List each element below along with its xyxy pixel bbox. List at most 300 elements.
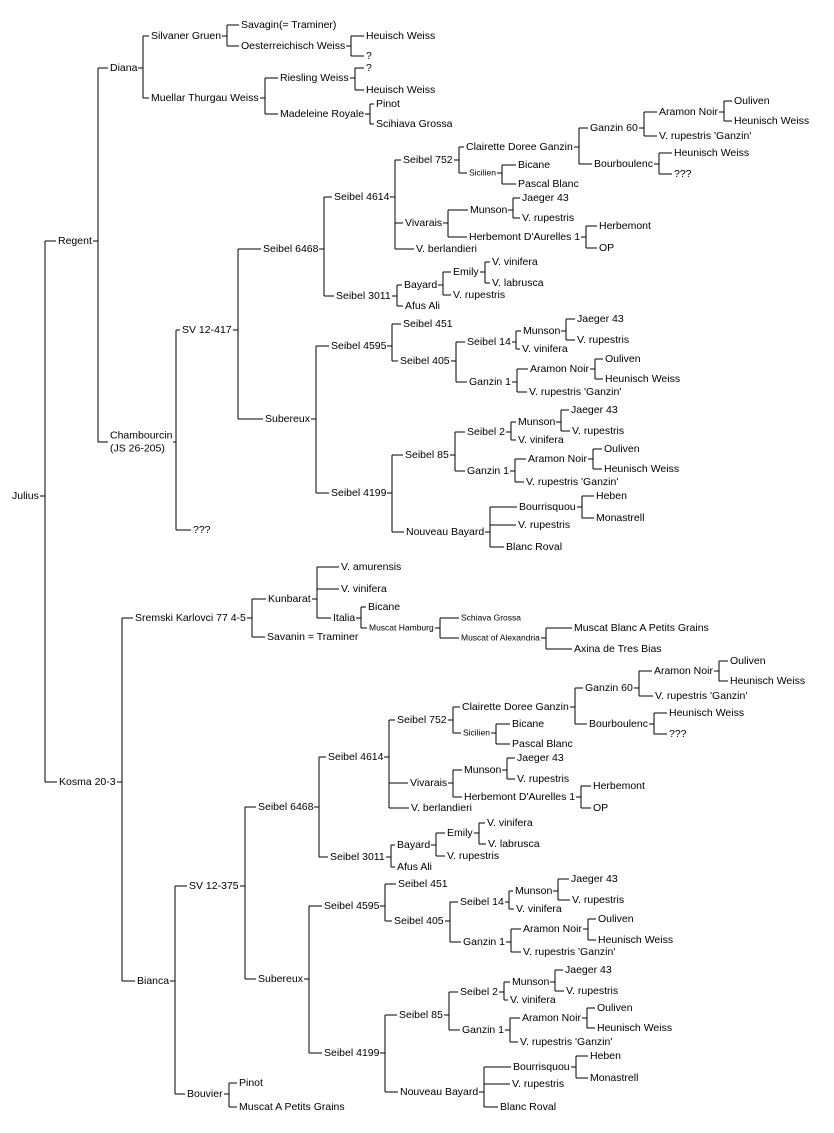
node-heuisch-weiss bbox=[366, 30, 435, 42]
node-v-rupestris bbox=[522, 212, 574, 224]
node-heunisch-weiss bbox=[605, 373, 680, 385]
node-label: Italia bbox=[333, 611, 356, 624]
node-seibel-14 bbox=[467, 336, 511, 348]
node-aramon-noir bbox=[522, 1012, 581, 1024]
node-label: V. labrusca bbox=[488, 837, 540, 850]
node-label: Chambourcin bbox=[110, 429, 173, 442]
node-label: Heunisch Weiss bbox=[669, 706, 745, 719]
node-monastrell bbox=[596, 512, 644, 524]
node-label: Bicane bbox=[368, 600, 401, 613]
node-seibel-4199 bbox=[324, 1047, 380, 1059]
node-herbemont bbox=[599, 220, 651, 232]
node-schiava-grossa bbox=[461, 612, 521, 622]
node-jaeger-43 bbox=[571, 404, 618, 416]
node-v-vinifera bbox=[516, 903, 562, 915]
node-label: Heuisch Weiss bbox=[366, 83, 436, 96]
node-blanc-roval bbox=[506, 541, 562, 553]
node-label: Ganzin 60 bbox=[585, 681, 633, 694]
node-axina-de-tres-bias bbox=[574, 643, 662, 655]
node-unknown bbox=[366, 62, 372, 74]
node-label: Muscat of Alexandria bbox=[461, 632, 540, 643]
node-label: Jaeger 43 bbox=[517, 751, 564, 764]
node-label: Herbemont bbox=[599, 219, 651, 232]
node-label: ? bbox=[366, 61, 372, 74]
node-label: Munson bbox=[464, 763, 502, 776]
node-label: Jaeger 43 bbox=[571, 872, 618, 885]
node-bayard bbox=[404, 279, 437, 291]
node-v-rupestris bbox=[453, 289, 505, 301]
node-label: Munson bbox=[518, 415, 556, 428]
node-label: Seibel 85 bbox=[399, 1008, 443, 1021]
node-v-vinifera bbox=[341, 583, 387, 595]
node-label: V. rupestris 'Ganzin' bbox=[520, 1035, 613, 1048]
node-heunisch-weiss bbox=[730, 675, 805, 687]
node-label: Madeleine Royale bbox=[280, 107, 365, 120]
node-munson bbox=[464, 764, 502, 776]
node-vivarais bbox=[405, 217, 442, 229]
node-label: V. rupestris bbox=[517, 772, 570, 785]
node-label: Seibel 405 bbox=[400, 354, 450, 367]
node-savagin-traminer bbox=[241, 19, 336, 31]
node-ganzin-60 bbox=[585, 682, 633, 694]
node-seibel-2 bbox=[460, 986, 498, 998]
node-label: Bicane bbox=[512, 717, 545, 730]
node-heunisch-weiss bbox=[669, 707, 744, 719]
node-aramon-noir bbox=[659, 106, 718, 118]
node-v-rupestris-ganzin bbox=[526, 476, 618, 488]
node-italia bbox=[333, 612, 355, 624]
node-label: Heunisch Weiss bbox=[734, 114, 810, 127]
node-label: V. berlandieri bbox=[416, 242, 477, 255]
node-label: Seibel 14 bbox=[467, 335, 511, 348]
node-ganzin-1 bbox=[467, 465, 509, 477]
node-label: Nouveau Bayard bbox=[400, 1085, 479, 1098]
node-kunbarat bbox=[268, 593, 311, 605]
node-muellar-thurgau-weiss bbox=[151, 92, 259, 104]
node-seibel-2 bbox=[467, 426, 505, 438]
node-sv-12-417 bbox=[182, 324, 232, 336]
node-v-rupestris-ganzin bbox=[529, 386, 621, 398]
node-heunisch-weiss bbox=[674, 147, 749, 159]
node-pascal-blanc bbox=[518, 178, 579, 190]
node-label: Bayard bbox=[404, 278, 438, 291]
node-label: V. rupestris bbox=[453, 288, 506, 301]
node-label: Herbemont D'Aurelles 1 bbox=[464, 790, 576, 803]
node-label: Muellar Thurgau Weiss bbox=[151, 91, 259, 104]
node-op bbox=[593, 802, 608, 814]
node-label: Seibel 14 bbox=[460, 895, 504, 908]
node-label: SV 12-375 bbox=[189, 879, 239, 892]
node-v-vinifera bbox=[518, 434, 564, 446]
node-herbemont-d-aurelles-1 bbox=[469, 231, 580, 243]
node-blanc-roval bbox=[500, 1101, 556, 1113]
node-label: ??? bbox=[669, 727, 687, 740]
node-label: Subereux bbox=[258, 972, 303, 985]
node-label: Seibel 3011 bbox=[336, 289, 391, 302]
node-label: Seibel 2 bbox=[467, 425, 505, 438]
node-label: Pinot bbox=[239, 1076, 263, 1089]
node-label: V. vinifera bbox=[522, 342, 568, 355]
node-label: Blanc Roval bbox=[500, 1100, 557, 1113]
node-label: Heunisch Weiss bbox=[597, 1021, 673, 1034]
node-label: V. rupestris 'Ganzin' bbox=[526, 475, 619, 488]
node-label: Vivarais bbox=[405, 216, 443, 229]
node-label: (JS 26-205) bbox=[110, 442, 165, 455]
node-bayard bbox=[397, 839, 430, 851]
node-label: Sicilien bbox=[463, 727, 490, 738]
node-aramon-noir bbox=[523, 923, 582, 935]
node-clairette-doree-ganzin bbox=[462, 701, 569, 713]
node-pinot bbox=[239, 1077, 263, 1089]
node-seibel-6468 bbox=[263, 243, 319, 255]
node-label: Seibel 405 bbox=[394, 914, 444, 927]
node-label: Afus Ali bbox=[397, 860, 433, 873]
node-label: V. rupestris bbox=[566, 984, 619, 997]
node-label: Monastrell bbox=[590, 1071, 639, 1084]
node-jaeger-43 bbox=[565, 964, 612, 976]
node-munson bbox=[518, 416, 556, 428]
node-madeleine-royale bbox=[280, 108, 364, 120]
node-label: Aramon Noir bbox=[654, 664, 713, 677]
node-label: Seibel 4614 bbox=[328, 750, 384, 763]
node-label: Muscat Blanc A Petits Grains bbox=[574, 621, 709, 634]
node-label: V. vinifera bbox=[510, 993, 556, 1006]
node-label: Heunisch Weiss bbox=[605, 372, 681, 385]
node-diana bbox=[110, 62, 138, 74]
node-label: Kunbarat bbox=[268, 592, 311, 605]
node-ouliven bbox=[730, 655, 766, 667]
node-label: Heunisch Weiss bbox=[674, 146, 750, 159]
node-label: Regent bbox=[58, 234, 92, 247]
node-label: Bouvier bbox=[187, 1087, 223, 1100]
node-seibel-752 bbox=[403, 154, 453, 166]
node-label: OP bbox=[599, 241, 615, 254]
node-label: Heuisch Weiss bbox=[366, 29, 436, 42]
node-emily bbox=[453, 266, 479, 278]
node-label: Heunisch Weiss bbox=[598, 933, 674, 946]
node-label: Seibel 6468 bbox=[263, 242, 319, 255]
node-label: Bourrisquou bbox=[519, 500, 576, 513]
node-v-rupestris bbox=[512, 1078, 564, 1090]
node-v-rupestris-ganzin bbox=[659, 130, 751, 142]
node-label: Axina de Tres Bias bbox=[574, 642, 662, 655]
node-label: Ouliven bbox=[730, 654, 766, 667]
node-label: V. vinifera bbox=[516, 902, 562, 915]
node-munson bbox=[470, 204, 508, 216]
node-label: Jaeger 43 bbox=[522, 191, 569, 204]
node-seibel-405 bbox=[400, 355, 450, 367]
node-heuisch-weiss bbox=[366, 84, 435, 96]
node-heunisch-weiss bbox=[598, 934, 673, 946]
node-label: Munson bbox=[512, 975, 550, 988]
node-regent bbox=[58, 235, 92, 247]
node-label: Ouliven bbox=[604, 442, 640, 455]
node-label: V. rupestris bbox=[522, 211, 575, 224]
node-label: Seibel 451 bbox=[398, 877, 448, 890]
node-v-rupestris-ganzin bbox=[655, 690, 747, 702]
node-v-rupestris bbox=[518, 519, 570, 531]
node-label: Heben bbox=[596, 489, 627, 502]
node-bicane bbox=[512, 718, 544, 730]
node-heunisch-weiss bbox=[597, 1022, 672, 1034]
node-label: Ganzin 1 bbox=[469, 375, 512, 388]
node-munson bbox=[512, 976, 550, 988]
node-muscat-blanc-a-petits-grains bbox=[574, 622, 709, 634]
node-julius bbox=[12, 490, 39, 502]
node-label: Jaeger 43 bbox=[571, 403, 618, 416]
node-label: Ganzin 1 bbox=[467, 464, 510, 477]
node-label: V. rupestris 'Ganzin' bbox=[523, 945, 616, 958]
node-label: ??? bbox=[674, 167, 692, 180]
node-label: Scihiava Grossa bbox=[376, 117, 453, 130]
node-seibel-4199 bbox=[331, 487, 387, 499]
node-herbemont-d-aurelles-1 bbox=[464, 791, 575, 803]
node-label: Afus Ali bbox=[405, 299, 441, 312]
node-subereux bbox=[265, 413, 311, 425]
node-label: Blanc Roval bbox=[506, 540, 563, 553]
node-label: Heben bbox=[590, 1049, 621, 1062]
node-jaeger-43 bbox=[522, 192, 569, 204]
node-muscat-a-petits-grains bbox=[239, 1101, 345, 1113]
node-kosma-20-3 bbox=[59, 776, 116, 788]
node-pinot bbox=[376, 98, 400, 110]
node-label: Bianca bbox=[137, 974, 170, 987]
node-label: OP bbox=[593, 801, 609, 814]
node-label: V. rupestris 'Ganzin' bbox=[659, 129, 752, 142]
node-label: Clairette Doree Ganzin bbox=[466, 140, 573, 153]
node-label: V. rupestris bbox=[447, 849, 500, 862]
node-label: Sremski Karlovci 77 4-5 bbox=[135, 611, 246, 624]
node-jaeger-43 bbox=[571, 873, 618, 885]
node-emily bbox=[447, 827, 473, 839]
node-label: Ganzin 1 bbox=[462, 1023, 505, 1036]
node-label: V. rupestris bbox=[577, 333, 630, 346]
node-riesling-weiss bbox=[280, 72, 349, 84]
node-label: Munson bbox=[515, 884, 553, 897]
node-label: Bourboulenc bbox=[594, 157, 653, 170]
node-v-berlandieri bbox=[411, 802, 472, 814]
node-label: V. labrusca bbox=[492, 276, 544, 289]
node-seibel-14 bbox=[460, 896, 504, 908]
node-label: ??? bbox=[193, 523, 211, 536]
node-label: Aramon Noir bbox=[530, 362, 589, 375]
node-op bbox=[599, 242, 614, 254]
node-label: Aramon Noir bbox=[659, 105, 718, 118]
node-label: V. berlandieri bbox=[411, 801, 472, 814]
node-bourboulenc bbox=[594, 158, 653, 170]
node-v-vinifera bbox=[522, 343, 568, 355]
node-label: Seibel 451 bbox=[403, 317, 453, 330]
node-label: SV 12-417 bbox=[182, 323, 232, 336]
node-label: V. vinifera bbox=[518, 433, 564, 446]
node-label: Munson bbox=[523, 324, 561, 337]
node-label: Sicilien bbox=[469, 167, 496, 178]
node-label: Pascal Blanc bbox=[512, 737, 573, 750]
node-bouvier bbox=[187, 1088, 223, 1100]
node-sicilien bbox=[469, 167, 496, 177]
node-ganzin-1 bbox=[469, 376, 511, 388]
node-label: Bayard bbox=[397, 838, 431, 851]
node-label: V. vinifera bbox=[492, 255, 538, 268]
node-v-rupestris-ganzin bbox=[520, 1036, 612, 1048]
node-v-labrusca bbox=[492, 277, 544, 289]
node-bourboulenc bbox=[589, 718, 648, 730]
node-label: Oesterreichisch Weiss bbox=[241, 39, 346, 52]
node-heben bbox=[596, 490, 627, 502]
node-label: Ouliven bbox=[597, 1001, 633, 1014]
node-subereux bbox=[258, 973, 304, 985]
node-seibel-6468 bbox=[258, 801, 314, 813]
node-savanin-traminer bbox=[267, 631, 359, 643]
node-label: Seibel 4199 bbox=[324, 1046, 380, 1059]
node-seibel-3011 bbox=[336, 290, 391, 302]
node-label: Silvaner Gruen bbox=[151, 29, 222, 42]
node-bianca bbox=[137, 975, 169, 987]
node-label: Bicane bbox=[518, 158, 551, 171]
node-label: Kosma 20-3 bbox=[59, 775, 116, 788]
node-ganzin-60 bbox=[590, 122, 638, 134]
node-sicilien bbox=[463, 727, 490, 737]
node-seibel-451 bbox=[403, 318, 453, 330]
node-scihiava-grossa bbox=[376, 118, 453, 130]
node-label: Seibel 4595 bbox=[324, 899, 380, 912]
node-label: Seibel 752 bbox=[403, 153, 453, 166]
node-ouliven bbox=[597, 1002, 633, 1014]
node-munson bbox=[523, 325, 561, 337]
node-label: V. amurensis bbox=[341, 560, 402, 573]
node-label: Emily bbox=[447, 826, 473, 839]
node-v-vinifera bbox=[492, 256, 538, 268]
node-label: V. rupestris bbox=[572, 893, 625, 906]
node-label: Muscat A Petits Grains bbox=[239, 1100, 345, 1113]
node-seibel-405 bbox=[394, 915, 444, 927]
node-label: Seibel 752 bbox=[397, 713, 447, 726]
node-vivarais bbox=[410, 777, 447, 789]
node-label: Ouliven bbox=[734, 94, 770, 107]
node-v-rupestris bbox=[517, 773, 569, 785]
node-v-berlandieri bbox=[416, 243, 477, 255]
node-heunisch-weiss bbox=[604, 463, 679, 475]
node-bourrisquou bbox=[519, 501, 576, 513]
node-v-vinifera bbox=[510, 994, 556, 1006]
node-label: ? bbox=[366, 49, 372, 62]
node-label: Clairette Doree Ganzin bbox=[462, 700, 569, 713]
node-label: Diana bbox=[110, 61, 138, 74]
node-heunisch-weiss bbox=[734, 115, 809, 127]
node-seibel-4614 bbox=[334, 191, 390, 203]
node-seibel-752 bbox=[397, 714, 447, 726]
node-label: Munson bbox=[470, 203, 508, 216]
node-seibel-451 bbox=[398, 878, 448, 890]
node-oesterreichisch-weiss bbox=[241, 40, 345, 52]
node-label: Pascal Blanc bbox=[518, 177, 579, 190]
node-seibel-85 bbox=[405, 449, 449, 461]
node-muscat-hamburg bbox=[369, 622, 434, 632]
node-label: Seibel 85 bbox=[405, 448, 449, 461]
node-label: Heunisch Weiss bbox=[604, 462, 680, 475]
node-aramon-noir bbox=[528, 453, 587, 465]
node-label: Seibel 4614 bbox=[334, 190, 390, 203]
node-label: Seibel 6468 bbox=[258, 800, 314, 813]
node-silvaner-gruen bbox=[151, 30, 221, 42]
node-label: Heunisch Weiss bbox=[730, 674, 806, 687]
node-bicane bbox=[518, 159, 550, 171]
node-pascal-blanc bbox=[512, 738, 573, 750]
node-label: Jaeger 43 bbox=[577, 312, 624, 325]
node-label: Schiava Grossa bbox=[461, 612, 521, 623]
node-v-labrusca bbox=[488, 838, 540, 850]
node-chambourcin-js-26-205 bbox=[110, 429, 173, 454]
node-ganzin-1 bbox=[463, 936, 505, 948]
node-sremski-karlovci-77-4-5 bbox=[135, 612, 246, 624]
node-munson bbox=[515, 885, 553, 897]
node-herbemont bbox=[593, 780, 645, 792]
node-label: V. rupestris 'Ganzin' bbox=[655, 689, 748, 702]
node-v-vinifera bbox=[487, 817, 533, 829]
node-label: Aramon Noir bbox=[528, 452, 587, 465]
node-label: Subereux bbox=[265, 412, 310, 425]
node-label: Riesling Weiss bbox=[280, 71, 349, 84]
node-label: Bourboulenc bbox=[589, 717, 648, 730]
node-v-rupestris-ganzin bbox=[523, 946, 615, 958]
node-bourrisquou bbox=[513, 1061, 570, 1073]
node-label: Emily bbox=[453, 265, 479, 278]
node-unknown bbox=[193, 524, 211, 536]
node-label: Vivarais bbox=[410, 776, 448, 789]
node-label: V. rupestris bbox=[572, 424, 625, 437]
node-label: Seibel 4199 bbox=[331, 486, 387, 499]
node-unknown bbox=[674, 168, 692, 180]
node-ouliven bbox=[734, 95, 770, 107]
node-seibel-85 bbox=[399, 1009, 443, 1021]
node-seibel-4614 bbox=[328, 751, 384, 763]
node-ouliven bbox=[598, 913, 634, 925]
node-label: V. rupestris bbox=[512, 1077, 565, 1090]
node-clairette-doree-ganzin bbox=[466, 141, 573, 153]
node-label: Seibel 2 bbox=[460, 985, 498, 998]
node-seibel-4595 bbox=[331, 340, 387, 352]
node-ouliven bbox=[604, 443, 640, 455]
node-afus-ali bbox=[397, 861, 432, 873]
node-label: Muscat Hamburg bbox=[369, 622, 434, 633]
node-aramon-noir bbox=[530, 363, 589, 375]
node-nouveau-bayard bbox=[406, 526, 484, 538]
node-label: Pinot bbox=[376, 97, 400, 110]
node-label: Aramon Noir bbox=[523, 922, 582, 935]
node-monastrell bbox=[590, 1072, 638, 1084]
node-label: Herbemont bbox=[593, 779, 645, 792]
node-aramon-noir bbox=[654, 665, 713, 677]
node-label: Ganzin 60 bbox=[590, 121, 638, 134]
node-label: Aramon Noir bbox=[522, 1011, 581, 1024]
node-label: Julius bbox=[12, 489, 39, 502]
node-seibel-3011 bbox=[330, 851, 385, 863]
node-v-rupestris bbox=[566, 985, 618, 997]
node-heben bbox=[590, 1050, 621, 1062]
node-label: Ouliven bbox=[605, 352, 641, 365]
node-unknown bbox=[669, 728, 687, 740]
node-v-rupestris bbox=[572, 894, 624, 906]
node-label: Monastrell bbox=[596, 511, 645, 524]
node-sv-12-375 bbox=[189, 880, 239, 892]
node-ganzin-1 bbox=[462, 1024, 504, 1036]
node-label: V. rupestris bbox=[518, 518, 571, 531]
node-jaeger-43 bbox=[517, 752, 564, 764]
node-v-amurensis bbox=[341, 561, 401, 573]
node-label: Seibel 4595 bbox=[331, 339, 387, 352]
node-v-rupestris bbox=[447, 850, 499, 862]
node-label: V. vinifera bbox=[341, 582, 387, 595]
